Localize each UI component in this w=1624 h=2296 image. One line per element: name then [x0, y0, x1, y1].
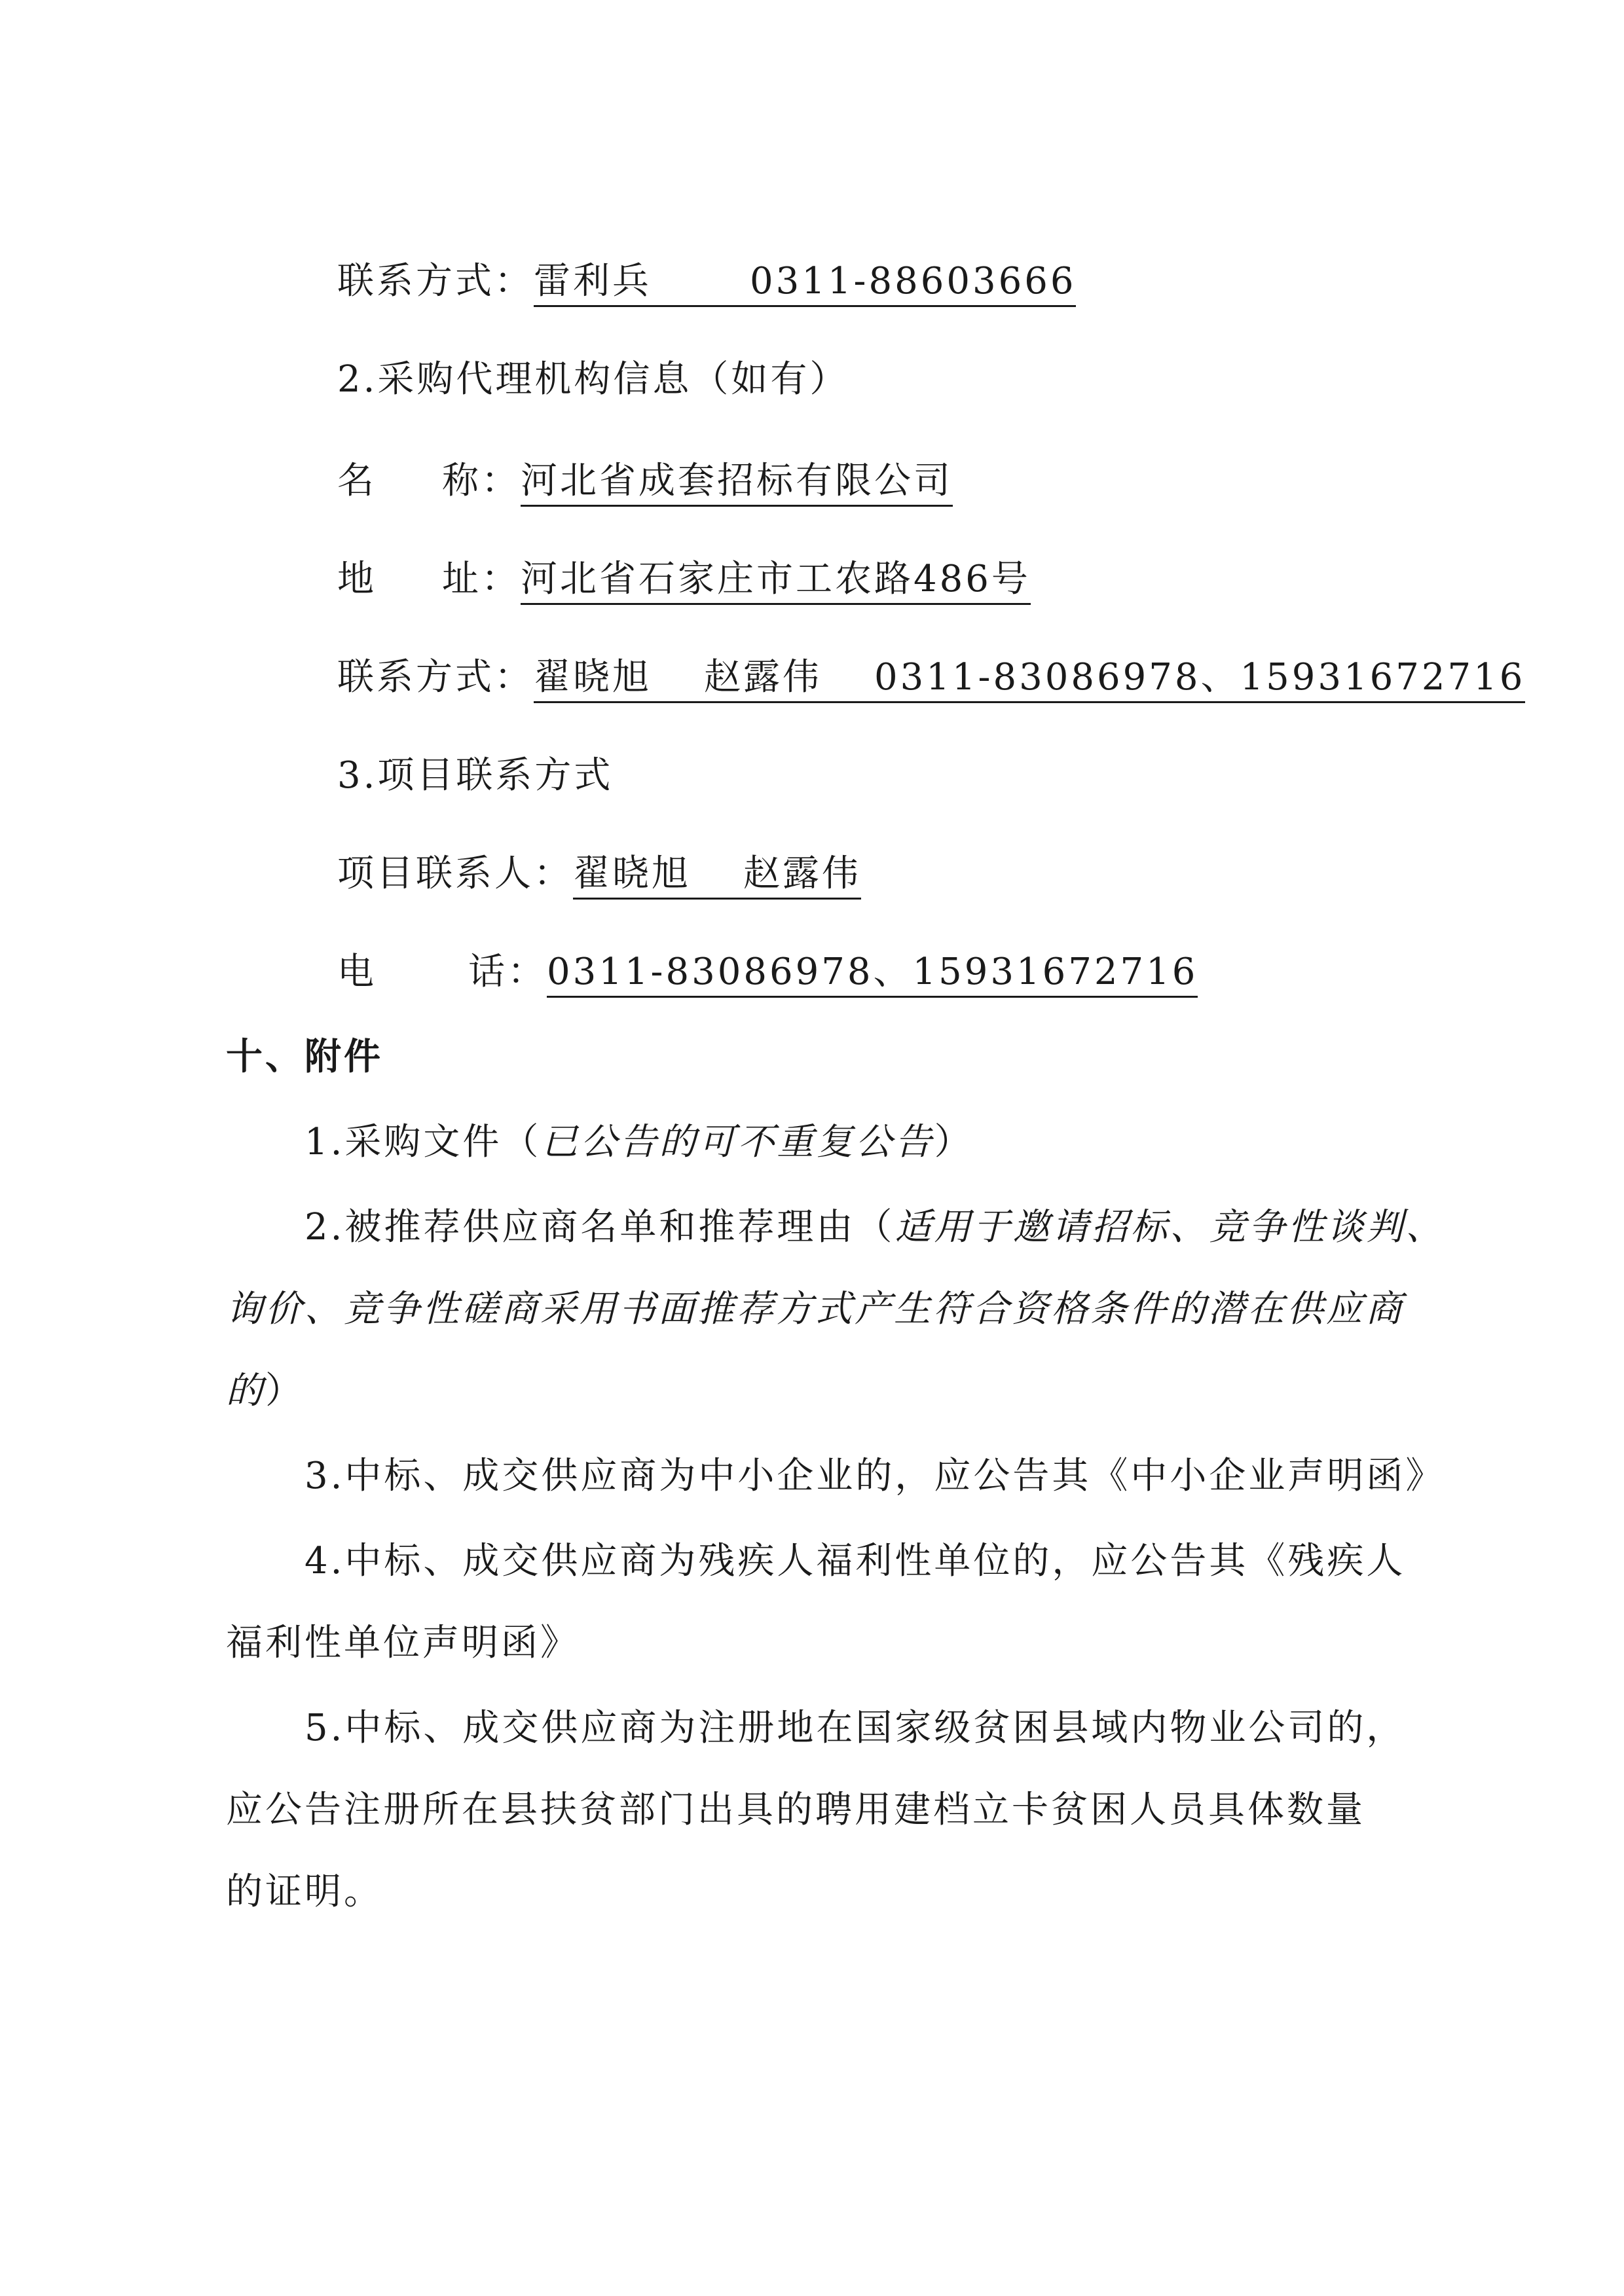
- project-contact-value: [573, 852, 861, 900]
- agent-address-line: [337, 556, 1031, 602]
- attachment-item-2-text: 2.被推荐供应商名单和推荐理由（: [304, 1206, 895, 1248]
- attachment-item-2-close: ）: [265, 1370, 304, 1412]
- agent-heading: 2.采购代理机构信息（如有）: [337, 358, 849, 401]
- agent-name-label-a: 名: [337, 460, 377, 502]
- agent-address-value: 河北省石家庄市工农路486号: [521, 558, 1031, 605]
- agent-contact-person2: 赵露伟: [704, 656, 822, 699]
- agent-contact-label: 联系方式：: [337, 656, 534, 699]
- project-phone-value: 0311-83086978、15931672716: [547, 951, 1198, 998]
- agent-name-line: [337, 458, 953, 504]
- attachment-item-2-line1: [304, 1205, 1445, 1250]
- attachment-item-5-line2: 应公告注册所在县扶贫部门出具的聘用建档立卡贫困人员具体数量: [226, 1789, 1365, 1831]
- attachment-item-5-line3: 的证明。: [226, 1870, 383, 1913]
- agent-name-label-b: 称：: [442, 460, 521, 502]
- agent-address-label-a: 地: [337, 558, 377, 600]
- agency-contact-label: 联系方式：: [337, 260, 534, 302]
- attachment-item-2-line3: [226, 1368, 304, 1414]
- attachment-item-2-note-3: 的: [226, 1370, 265, 1412]
- project-contact-person1: 翟晓旭: [573, 852, 691, 895]
- project-phone-label-a: 电: [337, 951, 377, 993]
- agency-contact-line: [337, 259, 1076, 304]
- agent-contact-phones: 0311-83086978、15931672716: [874, 656, 1526, 699]
- attachment-item-2-note-1: 适用于邀请招标、竞争性谈判、: [895, 1206, 1445, 1248]
- attachment-item-3: 3.中标、成交供应商为中小企业的，应公告其《中小企业声明函》: [304, 1455, 1445, 1497]
- project-contact-person2: 赵露伟: [743, 852, 861, 895]
- agency-contact-person: 雷利兵: [534, 260, 652, 302]
- attachment-item-4-line2: 福利性单位声明函》: [226, 1622, 580, 1664]
- attachment-item-4-line1: 4.中标、成交供应商为残疾人福利性单位的，应公告其《残疾人: [304, 1540, 1406, 1582]
- agent-contact-person1: 翟晓旭: [534, 656, 652, 699]
- attachments-heading: 十、附件: [226, 1036, 383, 1078]
- project-contact-label: 项目联系人：: [337, 852, 573, 895]
- attachment-item-1-text: 1.采购文件（: [304, 1121, 542, 1163]
- attachment-item-2-note-2: 询价、竞争性磋商采用书面推荐方式产生符合资格条件的潜在供应商: [226, 1288, 1405, 1330]
- agent-contact-value: [534, 656, 1525, 703]
- agent-address-label-b: 址：: [442, 558, 521, 600]
- agency-contact-value: [534, 260, 1076, 307]
- agent-name-value: 河北省成套招标有限公司: [521, 460, 953, 507]
- attachment-item-1: [304, 1120, 973, 1165]
- attachment-item-1-close: ）: [934, 1121, 974, 1163]
- project-phone-label-b: 话：: [468, 951, 547, 993]
- project-heading: 3.项目联系方式: [337, 754, 614, 797]
- attachment-item-1-note: 已公告的可不重复公告: [541, 1121, 934, 1163]
- attachment-item-5-line1: 5.中标、成交供应商为注册地在国家级贫困县域内物业公司的，: [304, 1707, 1406, 1749]
- project-phone-line: [337, 949, 1198, 995]
- agent-contact-line: [337, 655, 1525, 701]
- project-contact-line: [337, 851, 861, 897]
- agency-contact-phone: 0311-88603666: [750, 260, 1077, 302]
